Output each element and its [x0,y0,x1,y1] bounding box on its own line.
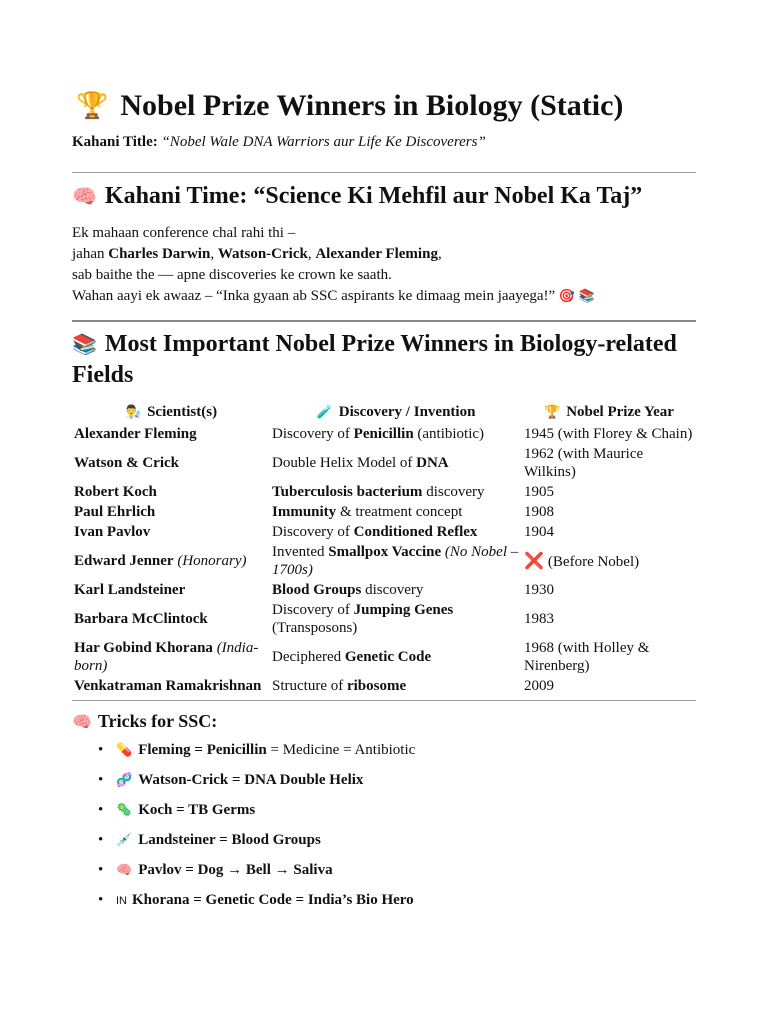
table-row [72,676,696,696]
scientist-name: Barbara McClintock [74,611,208,627]
discovery-text: discovery [422,484,485,500]
trophy-icon: 🏆 [544,405,561,420]
cell-scientist [72,580,270,600]
brain-icon: 🧠 [72,184,97,208]
page-title [72,0,696,126]
cell-discovery [270,638,522,676]
winners-table [72,401,696,696]
discovery-text: Double Helix Model of [272,455,417,471]
bullet: • [98,742,104,758]
brain-icon: 🧠 [116,863,133,878]
story-separator: , [307,246,316,262]
discovery-key: Conditioned Reflex [353,524,478,540]
discovery-note: (No Nobel – 1700s) [272,544,519,578]
story-text: jahan [72,246,109,262]
cell-discovery [270,522,522,542]
scientist-name: Alexander Fleming [74,426,197,442]
trick-item [98,800,696,821]
cell-year [522,600,696,638]
discovery-key: DNA [416,455,449,471]
discovery-text: Structure of [272,678,347,694]
table-row [72,424,696,444]
kahani-title-label: Kahani Title: [72,134,158,150]
books-icon: 📚 [72,332,97,356]
cell-scientist [72,522,270,542]
discovery-text: Discovery of [272,602,354,618]
discovery-key: Genetic Code [344,649,432,665]
story-name-watson-crick: Watson-Crick [217,246,308,262]
tricks-heading-text: Tricks for SSC: [97,711,218,731]
table-row [72,580,696,600]
scientist-icon: 👨‍🔬 [124,405,142,420]
table-row [72,600,696,638]
cell-year [522,424,696,444]
trick-rest: = Medicine = Antibiotic [266,742,416,758]
scientist-name: Edward Jenner [74,553,174,569]
tricks-heading [72,709,696,734]
year-text: 1968 (with Holley & Nirenberg) [524,640,650,674]
trick-item [98,860,696,881]
trick-key: Fleming = Penicillin [138,742,267,758]
scientist-note: (Honorary) [173,553,247,569]
discovery-text: discovery [361,582,424,598]
bullet: • [98,772,104,788]
cross-icon: ❌ [524,550,544,570]
story-name-darwin: Charles Darwin [108,246,211,262]
story-line-2 [72,244,696,265]
divider [72,320,696,322]
year-text: 1908 [524,504,554,520]
discovery-key: Tuberculosis bacterium [272,484,423,500]
trick-key: Landsteiner = Blood Groups [138,832,321,848]
story-separator: , [437,246,442,262]
table-header-row [72,401,696,424]
bullet: • [98,862,104,878]
cell-scientist [72,600,270,638]
tricks-list [72,740,696,912]
cell-year [522,444,696,482]
story-line-4-text: Wahan aayi ek awaaz – “Inka gyaan ab SSC aspirants ke dimaag mein jaayega!” [72,288,556,304]
cell-year [522,482,696,502]
scientist-name: Paul Ehrlich [74,504,156,520]
column-label: Scientist(s) [147,404,218,420]
cell-discovery [270,444,522,482]
scientist-note: (India-born) [74,640,259,674]
books-icon: 📚 [578,289,596,304]
story-separator: , [210,246,218,262]
cell-discovery [270,502,522,522]
cell-scientist [72,424,270,444]
scientist-name: Har Gobind Khorana [74,640,213,656]
scientist-name: Robert Koch [74,484,157,500]
discovery-text: Invented [272,544,329,560]
cell-discovery [270,676,522,696]
brain-icon: 🧠 [72,712,92,731]
target-icon: 🎯 [558,289,576,304]
table-row [72,542,696,580]
year-text: 1930 [524,582,554,598]
bullet: • [98,832,104,848]
year-text: 1945 (with Florey & Chain) [524,426,693,442]
winners-heading [72,329,696,391]
year-text: 1904 [524,524,554,540]
year-text: 1962 (with Maurice Wilkins) [524,446,644,480]
divider [72,700,696,701]
table-row [72,444,696,482]
kahani-title [72,132,696,152]
trick-item [98,830,696,851]
pill-icon: 💊 [116,743,133,758]
cell-discovery [270,542,522,580]
scientist-name: Venkatraman Ramakrishnan [74,678,262,694]
year-text: (Before Nobel) [547,553,640,570]
discovery-key: Smallpox Vaccine [328,544,442,560]
discovery-text: Deciphered [272,649,345,665]
cell-discovery [270,482,522,502]
test-tube-icon: 🧪 [316,405,333,420]
scientist-name: Karl Landsteiner [74,582,186,598]
scientist-name: Ivan Pavlov [74,524,151,540]
column-header-discovery [270,401,522,424]
story-line-4 [72,286,696,307]
story-line-3: sab baithe the — apne discoveries ke crown ke saath. [72,267,392,283]
scientist-name: Watson & Crick [74,455,179,471]
cell-scientist [72,676,270,696]
cell-scientist [72,638,270,676]
bullet: • [98,892,104,908]
discovery-key: ribosome [346,678,407,694]
story-name-fleming: Alexander Fleming [315,246,438,262]
story-paragraph [72,223,696,307]
column-header-scientist [72,401,270,424]
table-row [72,638,696,676]
table-row [72,502,696,522]
microbe-icon: 🦠 [116,803,133,818]
cell-scientist [72,482,270,502]
cell-scientist [72,542,270,580]
table-body [72,424,696,696]
cell-year [522,542,696,580]
story-heading-text: Kahani Time: “Science Ki Mehfil aur Nobel Ka Taj” [104,183,643,209]
column-header-year [522,401,696,424]
trophy-icon: 🏆 [76,91,109,121]
cell-year [522,522,696,542]
india-flag-icon: IN [116,895,127,907]
story-line-1: Ek mahaan conference chal rahi thi – [72,225,296,241]
syringe-icon: 💉 [116,833,133,848]
discovery-key: Penicillin [353,426,414,442]
discovery-text: Discovery of [272,426,354,442]
trick-item [98,770,696,791]
winners-heading-text: Most Important Nobel Prize Winners in Biology-related Fields [72,331,677,388]
dna-icon: 🧬 [116,773,133,788]
column-label: Discovery / Invention [338,404,476,420]
kahani-title-value: “Nobel Wale DNA Warriors aur Life Ke Discoverers” [161,134,486,150]
discovery-key: Blood Groups [272,582,362,598]
page-title-text: Nobel Prize Winners in Biology (Static) [120,89,624,122]
cell-year [522,638,696,676]
trick-item [98,890,696,912]
cell-scientist [72,444,270,482]
cell-year [522,502,696,522]
cell-scientist [72,502,270,522]
bullet: • [98,802,104,818]
cell-discovery [270,600,522,638]
trick-item [98,740,696,761]
cell-discovery [270,580,522,600]
discovery-text: (antibiotic) [413,426,485,442]
trick-key: Pavlov = Dog → Bell → Saliva [138,862,333,878]
divider [72,172,696,173]
table-row [72,522,696,542]
cell-year [522,580,696,600]
cell-discovery [270,424,522,444]
year-text: 1905 [524,484,554,500]
year-text: 1983 [524,611,554,627]
story-heading [72,181,696,212]
trick-key: Khorana = Genetic Code = India’s Bio Hero [132,892,414,908]
cell-year [522,676,696,696]
discovery-text: Discovery of [272,524,354,540]
discovery-key: Immunity [272,504,337,520]
discovery-text: (Transposons) [272,620,358,636]
year-text: 2009 [524,678,554,694]
trick-key: Koch = TB Germs [138,802,256,818]
discovery-text: & treatment concept [336,504,463,520]
discovery-key: Jumping Genes [353,602,454,618]
trick-key: Watson-Crick = DNA Double Helix [138,772,364,788]
table-row [72,482,696,502]
column-label: Nobel Prize Year [566,404,674,420]
